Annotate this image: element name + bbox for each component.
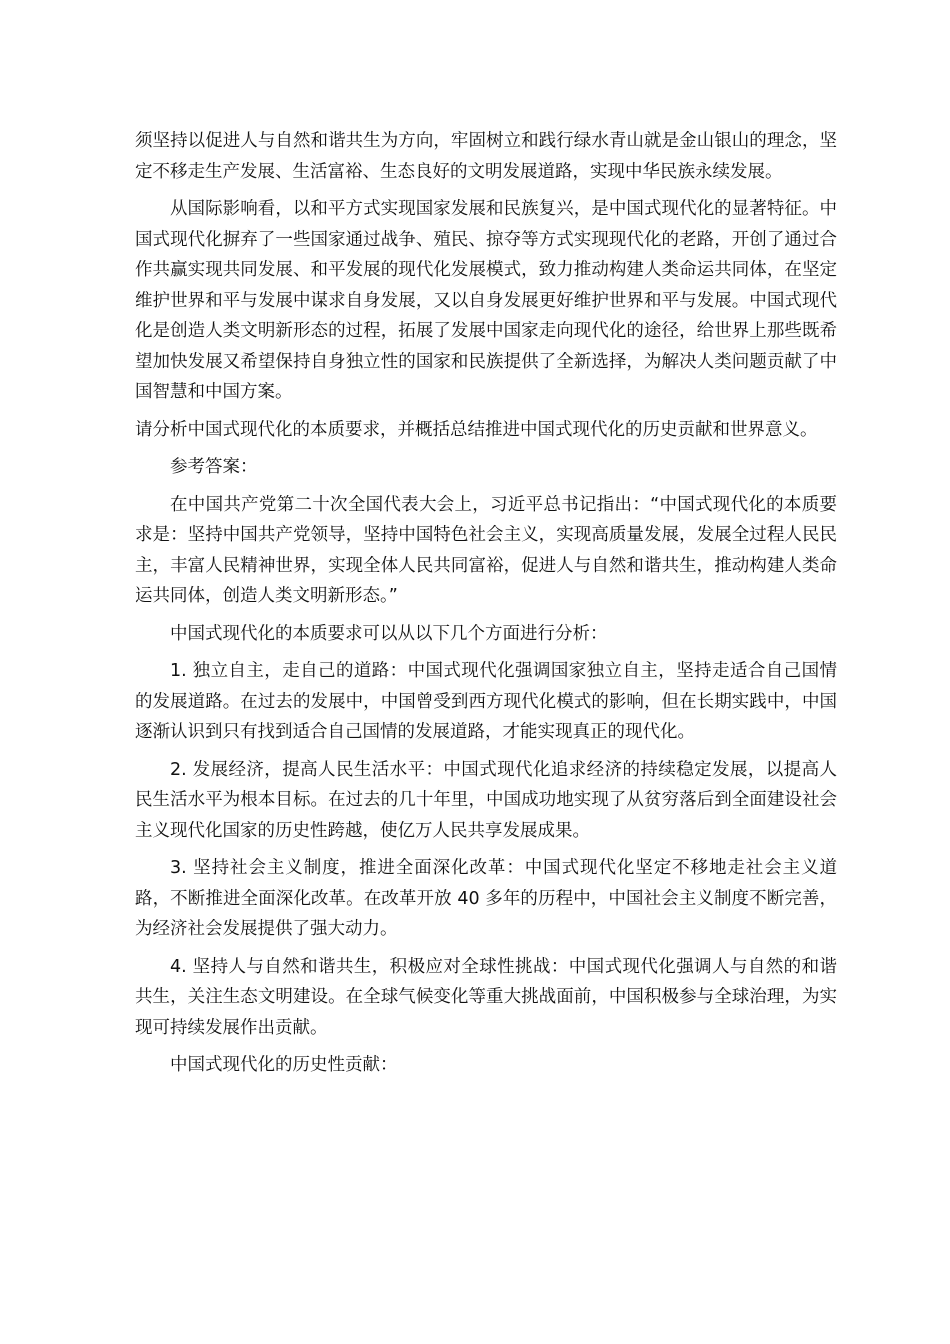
list-item-2: 2. 发展经济，提高人民生活水平：中国式现代化追求经济的持续稳定发展，以提高人民生活水平为根本目标。在过去的几十年里，中国成功地实现了从贫穷落后到全面建设社会主义现代化国家的历史性跨越，使亿万人民共享发展成果。 xyxy=(135,759,837,841)
paragraph-continuation: 须坚持以促进人与自然和谐共生为方向，牢固树立和践行绿水青山就是金山银山的理念，坚定不移走生产发展、生活富裕、生态良好的文明发展道路，实现中华民族永续发展。 xyxy=(135,131,837,182)
list-item-4: 4. 坚持人与自然和谐共生，积极应对全球性挑战：中国式现代化强调人与自然的和谐共生，关注生态文明建设。在全球气候变化等重大挑战面前，中国积极参与全球治理，为实现可持续发展作出贡献。 xyxy=(135,956,837,1038)
list-item-3: 3. 坚持社会主义制度，推进全面深化改革：中国式现代化坚定不移地走社会主义道路，不断推进全面深化改革。在改革开放 40 多年的历程中，中国社会主义制度不断完善，为经济社会发展提供了强大动力。 xyxy=(135,858,837,939)
paragraph-analysis-intro: 中国式现代化的本质要求可以从以下几个方面进行分析： xyxy=(170,623,608,644)
question-prompt: 请分析中国式现代化的本质要求，并概括总结推进中国式现代化的历史贡献和世界意义。 xyxy=(135,419,818,440)
paragraph-international-influence: 从国际影响看，以和平方式实现国家发展和民族复兴，是中国式现代化的显著特征。中国式现代化摒弃了一些国家通过战争、殖民、掠夺等方式实现现代化的老路，开创了通过合作共赢实现共同发展、和平发展的现代化发展模式，致力推动构建人类命运共同体，在坚定维护世界和平与发展中谋求自身发展，又以自身发展更好维护世界和平与发展。中国式现代化是创造人类文明新形态的过程，拓展了发展中国家走向现代化的途径，给世界上那些既希望加快发展又希望保持自身独立性的国家和民族提供了全新选择，为解决人类问题贡献了中国智慧和中国方案。 xyxy=(135,199,837,402)
document-body xyxy=(135,126,837,1088)
answer-heading: 参考答案： xyxy=(170,457,258,477)
list-item-1: 1. 独立自主，走自己的道路：中国式现代化强调国家独立自主，坚持走适合自己国情的发展道路。在过去的发展中，中国曾受到西方现代化模式的影响，但在长期实践中，中国逐渐认识到只有找到适合自己国情的发展道路，才能实现真正的现代化。 xyxy=(135,661,837,742)
section-heading-historical-contribution: 中国式现代化的历史性贡献： xyxy=(170,1055,398,1075)
paragraph-quote: 在中国共产党第二十次全国代表大会上，习近平总书记指出：“中国式现代化的本质要求是：坚持中国共产党领导，坚持中国特色社会主义，实现高质量发展，发展全过程人民民主，丰富人民精神世界，实现全体人民共同富裕，促进人与自然和谐共生，推动构建人类命运共同体，创造人类文明新形态。” xyxy=(135,494,837,606)
